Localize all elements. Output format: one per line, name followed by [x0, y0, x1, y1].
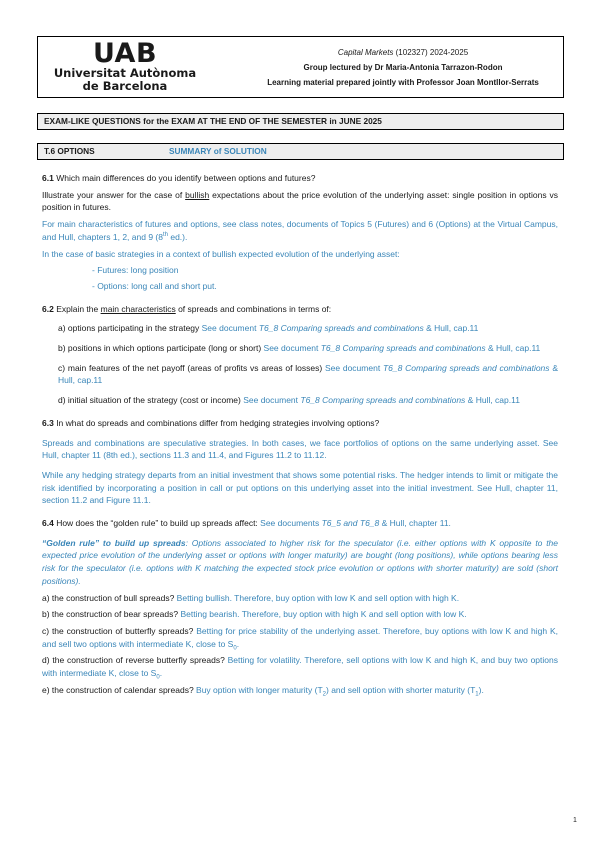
material-line: Learning material prepared jointly with Professor Joan Montllor-Serrats	[267, 78, 539, 87]
q64-e-answer-2: ) and sell option with shorter maturity (T	[326, 684, 476, 695]
q64-e-answer-3: ).	[478, 684, 484, 695]
q62-item-d	[58, 394, 558, 407]
q63-question	[42, 417, 558, 430]
q64-text: How does the “golden rule” to build up spreads affect:	[53, 518, 258, 529]
q61-number: 6.1	[42, 173, 54, 183]
q61-answer-b: ed.).	[167, 231, 188, 242]
course-code: (102327) 2024-2025	[393, 48, 469, 57]
q61-illustrate-a: Illustrate your answer for the case of	[42, 189, 186, 200]
q62-text-b: of spreads and combinations in terms of:	[175, 303, 332, 314]
q64-item-c: c) the construction of butterfly spreads? Betting for price stability of the underlying asset. Therefore, buy options with low K and high K, and sell two options with intermediate K, close to $S_0$.	[42, 625, 558, 652]
content	[42, 172, 558, 697]
q62-item-d-ref-post: & Hull, cap.11	[465, 395, 520, 406]
q64-d-answer: Betting for volatility. Therefore, sell options with low K and high K, and buy two options with intermediate K, close to S	[42, 655, 558, 679]
q64-item-d: d) the construction of reverse butterfly spreads? Betting for volatility. Therefore, sell options with low K and high K, and buy two options with intermediate K, close to $S_0$.	[42, 655, 558, 681]
q61-question	[42, 172, 558, 185]
q61-bullet-options: - Options: long call and short put.	[92, 280, 217, 291]
q61-answer	[42, 218, 558, 243]
q64-d-sub: 0	[156, 674, 160, 681]
q64-e-answer-1: Buy option with longer maturity (T	[193, 684, 323, 695]
logo-line-2: Universitat Autònoma	[53, 66, 197, 80]
q64-e-question: e) the construction of calendar spreads?	[42, 684, 194, 695]
q63-text: In what do spreads and combinations differ from hedging strategies involving options?	[53, 417, 380, 428]
q64-c-question: c) the construction of butterfly spreads?	[42, 625, 194, 636]
q62-item-b-text: b) positions in which options participate (long or short)	[58, 343, 262, 354]
page-number: 1	[573, 817, 577, 824]
q64-item-a	[42, 592, 558, 605]
q61-bullet-futures: - Futures: long position	[92, 265, 179, 276]
q62-item-d-ref-pre: See document	[240, 395, 301, 406]
q64-c-answer: Betting for price stability of the underlying asset. Therefore, buy options with low K and high K, and sell two options with intermediate K, close to S	[42, 625, 558, 649]
q64-golden-rule	[42, 537, 558, 588]
q62-item-d-ref-doc: T6_8 Comparing spreads and combinations	[300, 395, 466, 406]
q62-item-a-text: a) options participating in the strategy	[58, 323, 200, 334]
q62-number: 6.2	[42, 303, 54, 314]
q62-item-c-ref-post: & Hull, cap.11	[58, 362, 558, 386]
q61-illustrate-b: expectations about the price evolution of the underlying asset: single position in options vs position in futures.	[42, 189, 558, 213]
q64-b-answer: Betting bearish. Therefore, buy option with high K and sell option with low K.	[178, 609, 467, 620]
q64-ref-doc: T6_5 and T6_8	[321, 518, 380, 529]
q64-item-b	[42, 608, 558, 621]
header-text	[243, 45, 563, 90]
q62-item-c-ref-pre: See document	[322, 362, 383, 373]
course-line	[243, 45, 563, 60]
section-label: T.6 OPTIONS	[44, 146, 95, 156]
q64-number: 6.4	[42, 518, 54, 529]
q61-text: Which main differences do you identify between options and futures?	[53, 173, 316, 183]
q62-item-a	[58, 322, 558, 335]
q62-item-d-text: d) initial situation of the strategy (cost or income)	[58, 395, 241, 406]
q64-ref-post: & Hull, chapter 11.	[379, 518, 451, 529]
q61-illustrate	[42, 189, 558, 214]
q64-golden-title: “Golden rule” to build up spreads	[42, 537, 186, 548]
q64-a-question: a) the construction of bull spreads?	[42, 592, 175, 603]
header-box	[37, 36, 564, 98]
q63-number: 6.3	[42, 417, 54, 428]
q62-items	[42, 322, 558, 407]
q61-illustrate-bullish: bullish	[185, 189, 210, 200]
lecturer-line: Group lectured by Dr Maria-Antonia Tarrazon-Rodon	[303, 63, 503, 72]
course-name: Capital Markets	[337, 48, 394, 57]
logo-acronym: UAB	[92, 38, 158, 69]
q62-text-underlined: main characteristics	[100, 303, 176, 314]
q62-item-a-ref-pre: See document	[199, 323, 259, 334]
section-bar	[37, 143, 564, 160]
q62-item-c-ref-doc: T6_8 Comparing spreads and combinations	[382, 362, 550, 373]
q64-e-sub-1: 2	[322, 691, 326, 698]
q64-c-sub: 0	[233, 645, 237, 652]
q61-bullet-list	[42, 264, 558, 292]
q62-question	[42, 303, 558, 316]
q62-item-b-ref-pre: See document	[261, 343, 321, 354]
logo-line-3: de Barcelona	[82, 79, 168, 93]
q61-answer-a: For main characteristics of futures and options, see class notes, documents of Topics 5 (Futures) and 6 (Options) at the Virtual Campus, and Hull, chapters 1, 2, and 9 (8	[42, 219, 558, 242]
q64-item-e	[42, 684, 558, 697]
q64-question	[42, 517, 558, 530]
q64-d-question: d) the construction of reverse butterfly spreads?	[42, 655, 225, 666]
q62-text-a: Explain the	[53, 303, 101, 314]
q64-e-sub-2: 1	[475, 691, 479, 698]
q64-golden-text: : Options associated to higher risk for the speculator (i.e. either options with K opposite to the expected price evolution of the underlying asset or options with longer maturity) are bought (long positions), while options bearing less risk for the speculator (i.e. options with K matching the expected stock price evolution or options with shorter maturity) are sold (short positions).	[42, 537, 559, 586]
q62-item-b	[58, 342, 558, 355]
exam-title-bar: EXAM-LIKE QUESTIONS for the EXAM AT THE END OF THE SEMESTER in JUNE 2025	[37, 113, 564, 130]
q64-b-question: b) the construction of bear spreads?	[42, 609, 179, 620]
section-summary: SUMMARY of SOLUTION	[169, 146, 267, 156]
q62-item-b-ref-doc: T6_8 Comparing spreads and combinations	[320, 343, 486, 354]
q62-item-c-text: c) main features of the net payoff (areas of profits vs areas of losses)	[58, 362, 323, 373]
q62-item-b-ref-post: & Hull, cap.11	[485, 343, 541, 354]
q64-ref-pre: See documents	[257, 518, 322, 529]
q62-item-a-ref-doc: T6_8 Comparing spreads and combinations	[258, 323, 424, 334]
q62-item-a-ref-post: & Hull, cap.11	[423, 323, 479, 334]
q63-answer-1: Spreads and combinations are speculative strategies. In both cases, we face portfolios of options on the same underlying asset. See Hull, chapter 11 (8th ed.), sections 11.3 and 11.4, and Figures 11.2 to 11.12.	[42, 437, 558, 461]
q64-a-answer: Betting bullish. Therefore, buy option with low K and sell option with high K.	[174, 592, 460, 603]
uab-logo	[39, 38, 211, 96]
q61-answer-sup: th	[162, 231, 168, 238]
q63-answer-2: While any hedging strategy departs from an initial investment that shows some potential risks. The hedger intends to limit or mitigate the risk identified by incorporating a position in call or put options on this underlying asset into the initial investment. See Hull, chapter 11, section 11.2 and Figure 11.1.	[42, 469, 558, 506]
q61-answer-2: In the case of basic strategies in a context of bullish expected evolution of the underlying asset:	[42, 248, 400, 259]
q62-item-c	[58, 362, 558, 387]
